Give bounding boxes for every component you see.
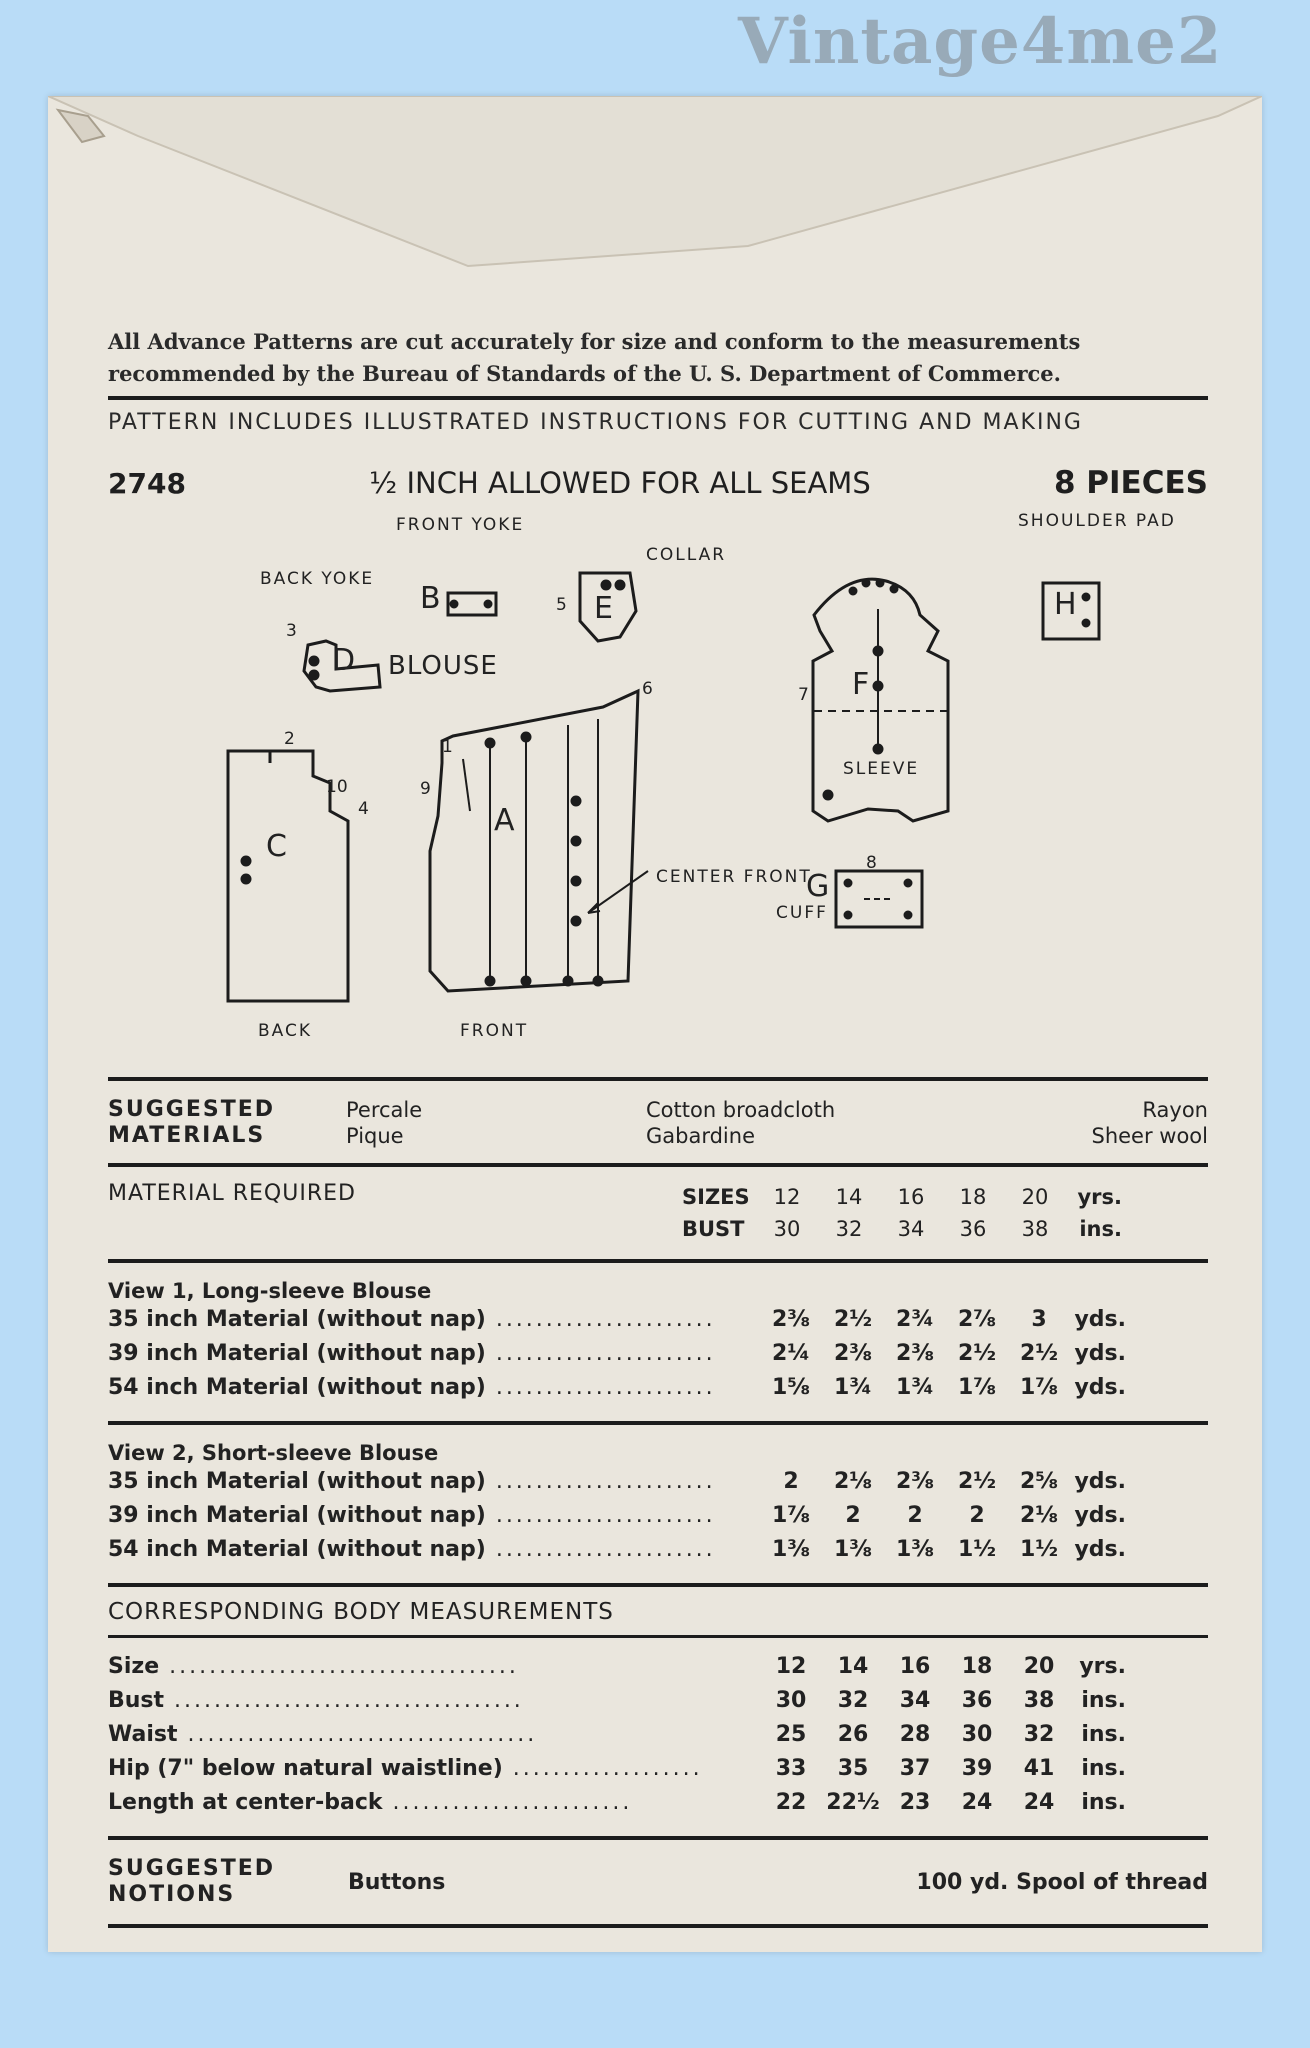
table-row: Size ................................... 12 14 16 18 20 yrs. [108, 1654, 1126, 1679]
measurement-value: 12 [775, 1654, 807, 1679]
material-gabardine: Gabardine [646, 1124, 755, 1148]
measurement-value: 36 [961, 1688, 993, 1713]
row-label: Waist [108, 1722, 178, 1747]
piece-e-letter: E [594, 591, 615, 626]
material-cotton-broadcloth: Cotton broadcloth [646, 1098, 836, 1122]
yardage-value: 1⅞ [1019, 1375, 1059, 1400]
body-measurements-title: CORRESPONDING BODY MEASUREMENTS [108, 1599, 614, 1625]
yardage-value: 2⅜ [895, 1469, 935, 1494]
yardage-value: 2⅜ [833, 1341, 873, 1366]
piece-h-letter: H [1054, 587, 1079, 622]
measurement-value: 30 [775, 1688, 807, 1713]
measurement-value: 32 [1023, 1722, 1055, 1747]
yardage-value: 2¾ [895, 1307, 935, 1332]
yardage-value: 2⅜ [771, 1307, 811, 1332]
measurement-value: 23 [899, 1790, 931, 1815]
notch-number-6: 6 [642, 679, 653, 699]
yardage-value: 1¾ [895, 1375, 935, 1400]
table-row: Length at center-back ........................ 22 22½ 23 24 24 ins. [108, 1790, 1126, 1815]
view-1-title: View 1, Long-sleeve Blouse [108, 1279, 432, 1303]
yardage-value: 2 [783, 1469, 799, 1494]
row-label: Length at center-back [108, 1790, 383, 1815]
yardage-value: 2½ [1019, 1341, 1059, 1366]
notch-number-4: 4 [358, 799, 369, 819]
shoulder-pad-label: SHOULDER PAD [1018, 511, 1176, 531]
yardage-value: 1⅜ [771, 1537, 811, 1562]
pattern-pieces-diagram [108, 511, 1208, 1071]
material-required-header [108, 1173, 1208, 1253]
yardage-value: 1⅞ [771, 1503, 811, 1528]
measurement-value: 30 [961, 1722, 993, 1747]
row-unit: yds. [1074, 1341, 1126, 1366]
notch-number-3: 3 [286, 621, 297, 641]
table-row: Hip (7" below natural waistline) ................... 33 35 37 39 41 ins. [108, 1756, 1126, 1781]
yardage-value: 1⅝ [771, 1375, 811, 1400]
bust-value: 38 [1021, 1217, 1049, 1241]
yardage-value: 2½ [957, 1341, 997, 1366]
row-unit: ins. [1081, 1722, 1126, 1747]
piece-c-letter: C [266, 829, 289, 864]
piece-f-letter: F [852, 667, 872, 702]
bust-value: 30 [773, 1217, 801, 1241]
divider [108, 1163, 1208, 1167]
measurement-value: 41 [1023, 1756, 1055, 1781]
bust-value: 32 [835, 1217, 863, 1241]
cuff-label: CUFF [776, 903, 828, 923]
sizes-unit: yrs. [1077, 1185, 1122, 1209]
row-label: Hip (7" below natural waistline) [108, 1756, 503, 1781]
yardage-value: 2 [907, 1503, 923, 1528]
row-unit: ins. [1081, 1688, 1126, 1713]
row-unit: yds. [1074, 1307, 1126, 1332]
back-label: BACK [258, 1021, 313, 1041]
yardage-value: 2⅞ [957, 1307, 997, 1332]
row-unit: ins. [1081, 1790, 1126, 1815]
piece-d-letter: D [332, 643, 358, 678]
row-label: 54 inch Material (without nap) [108, 1537, 486, 1562]
divider [108, 1836, 1208, 1840]
measurement-value: 28 [899, 1722, 931, 1747]
material-pique: Pique [346, 1124, 404, 1148]
material-required-heading: MATERIAL REQUIRED [108, 1181, 356, 1206]
yardage-value: 2 [845, 1503, 861, 1528]
body-measurements-table [108, 1644, 1208, 1830]
measurement-value: 14 [837, 1654, 869, 1679]
instruction-sheet [108, 326, 1208, 1934]
notch-number-10: 10 [326, 777, 348, 797]
yardage-value: 1⅜ [895, 1537, 935, 1562]
notch-number-2: 2 [284, 729, 295, 749]
divider [108, 1635, 1208, 1638]
yardage-value: 1⅜ [833, 1537, 873, 1562]
row-label: 54 inch Material (without nap) [108, 1375, 486, 1400]
sizes-label: SIZES [682, 1185, 750, 1209]
piece-count: 8 PIECES [1053, 465, 1208, 501]
pattern-number: 2748 [108, 467, 186, 500]
row-unit: yds. [1074, 1375, 1126, 1400]
notch-number-8: 8 [866, 853, 877, 873]
suggested-materials-heading: SUGGESTED MATERIALS [108, 1097, 275, 1148]
divider [108, 1583, 1208, 1587]
watermark: Vintage4me2 [738, 4, 1223, 79]
pattern-envelope [48, 96, 1262, 1952]
measurement-value: 34 [899, 1688, 931, 1713]
yardage-value: 2⅜ [895, 1341, 935, 1366]
notch-number-1: 1 [442, 737, 453, 757]
size-value: 12 [773, 1185, 801, 1209]
yardage-value: 2½ [833, 1307, 873, 1332]
notch-number-7: 7 [798, 685, 809, 705]
center-front-label: CENTER FRONT [656, 867, 812, 887]
notch-number-9: 9 [420, 779, 431, 799]
row-unit: ins. [1081, 1756, 1126, 1781]
table-row: 35 inch Material (without nap) ...................... 2⅜ 2½ 2¾ 2⅞ 3 yds. [108, 1307, 1126, 1332]
row-unit: yds. [1074, 1503, 1126, 1528]
measurement-value: 25 [775, 1722, 807, 1747]
divider [108, 1259, 1208, 1263]
table-row: Waist ................................... 25 26 28 30 32 ins. [108, 1722, 1126, 1747]
measurement-value: 22 [775, 1790, 807, 1815]
measurement-value: 24 [961, 1790, 993, 1815]
material-percale: Percale [346, 1098, 423, 1122]
yardage-value: 2⅛ [833, 1469, 873, 1494]
row-unit: yrs. [1079, 1654, 1126, 1679]
envelope-flap [48, 96, 1262, 296]
piece-b-letter: B [420, 581, 443, 616]
yardage-value: 2 [969, 1503, 985, 1528]
measurement-value: 39 [961, 1756, 993, 1781]
suggested-materials [108, 1087, 1208, 1157]
measurement-value: 24 [1023, 1790, 1055, 1815]
measurement-value: 16 [899, 1654, 931, 1679]
back-yoke-label: BACK YOKE [260, 569, 375, 589]
yardage-value: 1½ [1019, 1537, 1059, 1562]
yardage-value: 1¾ [833, 1375, 873, 1400]
measurement-value: 18 [961, 1654, 993, 1679]
seam-allowance: ½ INCH ALLOWED FOR ALL SEAMS [369, 466, 871, 500]
bust-value: 34 [897, 1217, 925, 1241]
measurement-value: 38 [1023, 1688, 1055, 1713]
measurement-value: 37 [899, 1756, 931, 1781]
pattern-pieces-drawing [108, 511, 1208, 1071]
yardage-value: 2⅝ [1019, 1469, 1059, 1494]
bust-label: BUST [682, 1217, 745, 1241]
view-2-table [108, 1431, 1208, 1577]
row-unit: yds. [1074, 1469, 1126, 1494]
measurement-value: 22½ [826, 1790, 880, 1815]
row-label: Size [108, 1654, 160, 1679]
measurement-value: 26 [837, 1722, 869, 1747]
yardage-value: 2½ [957, 1469, 997, 1494]
measurement-value: 32 [837, 1688, 869, 1713]
row-label: 35 inch Material (without nap) [108, 1469, 486, 1494]
divider [108, 1421, 1208, 1425]
row-label: 35 inch Material (without nap) [108, 1307, 486, 1332]
suggested-notions [108, 1846, 1208, 1918]
suggested-notions-heading: SUGGESTED NOTIONS [108, 1856, 275, 1907]
size-value: 18 [959, 1185, 987, 1209]
row-label: 39 inch Material (without nap) [108, 1341, 486, 1366]
notch-number-5: 5 [556, 595, 567, 615]
front-label: FRONT [460, 1021, 529, 1041]
table-row: 35 inch Material (without nap) ...................... 2 2⅛ 2⅜ 2½ 2⅝ yds. [108, 1469, 1126, 1494]
blouse-label: BLOUSE [388, 651, 498, 681]
measurement-value: 35 [837, 1756, 869, 1781]
material-rayon: Rayon [1142, 1098, 1208, 1122]
sleeve-label: SLEEVE [843, 759, 920, 779]
material-sheer-wool: Sheer wool [1091, 1124, 1208, 1148]
piece-g-letter: G [806, 869, 832, 904]
yardage-value: 1⅞ [957, 1375, 997, 1400]
includes-line: PATTERN INCLUDES ILLUSTRATED INSTRUCTIONS FOR CUTTING AND MAKING [108, 410, 1083, 435]
size-value: 16 [897, 1185, 925, 1209]
table-row: 39 inch Material (without nap) ...................... 1⅞ 2 2 2 2⅛ yds. [108, 1503, 1126, 1528]
row-label: 39 inch Material (without nap) [108, 1503, 486, 1528]
notion-thread: 100 yd. Spool of thread [916, 1869, 1208, 1895]
view-2-title: View 2, Short-sleeve Blouse [108, 1441, 439, 1465]
yardage-value: 2⅛ [1019, 1503, 1059, 1528]
measurement-value: 20 [1023, 1654, 1055, 1679]
size-value: 20 [1021, 1185, 1049, 1209]
view-1-table [108, 1269, 1208, 1415]
piece-a-letter: A [494, 803, 517, 838]
bust-unit: ins. [1079, 1217, 1122, 1241]
divider [108, 396, 1208, 400]
collar-label: COLLAR [646, 545, 727, 565]
table-row: 39 inch Material (without nap) ...................... 2¼ 2⅜ 2⅜ 2½ 2½ yds. [108, 1341, 1126, 1366]
notion-buttons: Buttons [348, 1869, 446, 1895]
divider [108, 1077, 1208, 1081]
row-unit: yds. [1074, 1537, 1126, 1562]
row-label: Bust [108, 1688, 165, 1713]
table-row: 54 inch Material (without nap) ...................... 1⅝ 1¾ 1¾ 1⅞ 1⅞ yds. [108, 1375, 1126, 1400]
yardage-value: 1½ [957, 1537, 997, 1562]
pattern-summary [108, 465, 1208, 501]
table-row: 54 inch Material (without nap) ...................... 1⅜ 1⅜ 1⅜ 1½ 1½ yds. [108, 1537, 1126, 1562]
size-value: 14 [835, 1185, 863, 1209]
front-yoke-label: FRONT YOKE [396, 515, 525, 535]
measurement-value: 33 [775, 1756, 807, 1781]
bust-value: 36 [959, 1217, 987, 1241]
yardage-value: 2¼ [771, 1341, 811, 1366]
standards-notice: All Advance Patterns are cut accurately for size and conform to the measurements recommended by the Bureau of Standards of the U. S. Department of Commerce. [108, 329, 1081, 386]
table-row: Bust ................................... 30 32 34 36 38 ins. [108, 1688, 1126, 1713]
divider [108, 1924, 1208, 1928]
yardage-value: 3 [1031, 1307, 1047, 1332]
